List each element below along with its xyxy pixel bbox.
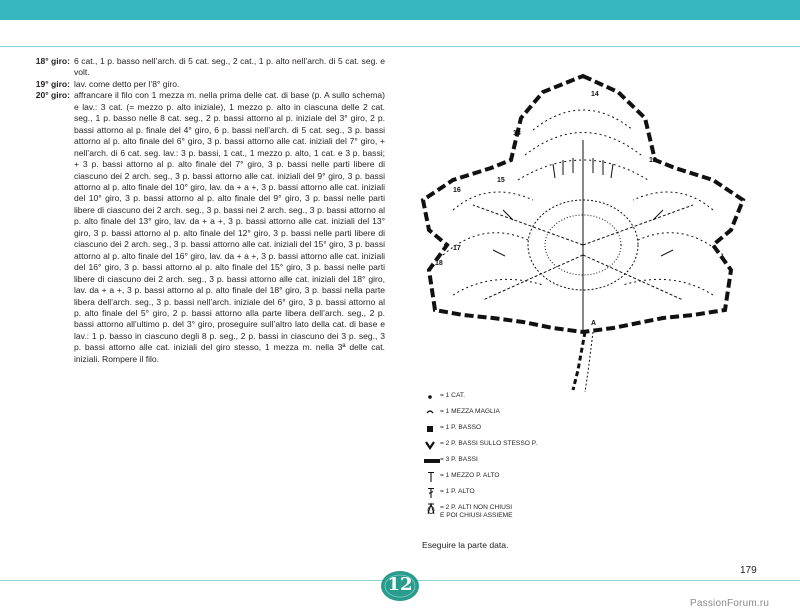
double-crochet-icon [424, 486, 440, 498]
legend-label: = 1 MEZZO P. ALTO [440, 472, 500, 479]
round-label: 19° giro: [35, 78, 70, 89]
diagram-label-15: 15 [497, 177, 505, 184]
legend-label: = 1 MEZZA MAGLIA [440, 408, 500, 415]
two-sc-same-stitch-icon [424, 438, 440, 450]
top-accent-band [0, 0, 800, 20]
stem-edge [585, 332, 593, 392]
legend-item [424, 438, 644, 454]
diagram-label-16: 16 [453, 187, 461, 194]
round-18 [30, 56, 385, 79]
inner-arc-left-3 [453, 279, 543, 295]
legend-label: = 1 P. BASSO [440, 424, 482, 431]
stitch-legend [424, 390, 644, 524]
vein-lower-left [483, 255, 583, 300]
round-text: 6 cat., 1 p. basso nell’arch. di 5 cat. seg., 2 cat., 1 p. alto nell’arch. di 5 cat. seg. e volt. [74, 56, 385, 78]
three-sc-icon [424, 454, 440, 466]
vein-lower-right [583, 255, 683, 300]
diagram-label-18: 18 [435, 260, 443, 267]
legend-item [424, 422, 644, 438]
round-text: lav. come detto per l’8° giro. [74, 78, 180, 89]
instructions-column [30, 56, 385, 365]
watermark: PassionForum.ru [690, 598, 770, 609]
top-divider [0, 46, 800, 47]
legend-label: = 2 P. BASSI SULLO STESSO P. [440, 440, 538, 447]
inner-arc-right-2 [638, 233, 723, 255]
diagram-label-a: A [591, 320, 597, 327]
diagram-label-12: 12 [649, 157, 657, 164]
leaf-crochet-diagram [413, 70, 753, 410]
slip-stitch-icon [424, 406, 440, 418]
legend-item [424, 390, 644, 406]
legend-item [424, 486, 644, 502]
vein-left [473, 205, 583, 245]
chain-dot-icon [424, 390, 440, 402]
legend-label: = 1 CAT. [440, 392, 465, 399]
diagram-note: Eseguire la parte data. [422, 540, 509, 550]
inner-arc-right [633, 192, 713, 210]
inner-arc-top [533, 110, 633, 130]
round-label: 18° giro: [35, 56, 70, 66]
legend-item [424, 454, 644, 470]
dc2tog-icon [424, 502, 440, 514]
legend-label: = 2 P. ALTI NON CHIUSI E POI CHIUSI ASSIEME [440, 504, 513, 519]
round-20 [30, 90, 385, 365]
legend-item [424, 470, 644, 486]
diagram-label-13: 13 [513, 130, 521, 137]
half-double-icon [424, 470, 440, 482]
inner-arc-right-3 [623, 279, 713, 295]
legend-item [424, 406, 644, 422]
chapter-number: 12 [387, 574, 413, 595]
leaf-stem [573, 332, 585, 390]
single-crochet-icon [424, 422, 440, 434]
inner-arc-left [453, 192, 533, 210]
round-19 [30, 79, 385, 90]
page-number: 179 [740, 565, 757, 576]
diagram-label-17: 17 [453, 245, 461, 252]
legend-label: = 1 P. ALTO [440, 488, 475, 495]
legend-item [424, 502, 644, 524]
legend-label: = 3 P. BASSI [440, 456, 478, 463]
round-text: affrancare il filo con 1 mezza m. nella prima delle cat. di base (p. A sullo schema) e lav.: 3 cat. (= mezzo p. alto iniziale), 1 mezzo p. alto in ciascuna delle 2 cat. seg., 1 p. basso nelle 8 cat. seg., 2 p. bassi attorno al p. iniziale del 3° giro, 2 p. bassi attorno al p. finale del 4° giro, 6 p. bassi nell’arch. di 5 cat. seg., 3 p. bassi attorno al p. alto finale del 6° giro, 3 p. bassi attorno alle cat. iniziali del 7° giro, + nell’arch. di 6 cat. seg. lav.: 3 p. bassi, 1 cat., 1 mezzo p. alto, 1 cat. e 3 p. bassi; + 3 p. bassi attorno al p. alto finale del 7° giro, 3 p. bassi nelle parti libere di ciascuno dei 2 arch. seg., 3 p. bassi attorno alle cat. iniziali del 9° giro, 3 p. bassi attorno al p. alto finale del 10° giro, lav. da + a +, 3 p. bassi attorno alle cat. iniziali del 10° giro, 3 p. bassi attorno al p. alto finale del 9° giro, 3 p. bassi nelle parti libere di ciascuno dei 2 arch. seg., 3 p. bassi nei 2 arch. seg., 3 p. bassi attorno al p. alto finale del 13° giro, lav. da + a +, 3 p. bassi attorno alle cat. iniziali del 13° giro, 3 p. bassi attorno al p. alto finale del 12° giro, 3 p. bassi nelle parti libere di ciascuno dei 2 arch. seg., 3 p. bassi attorno alle cat. iniziali del 15° giro, 3 p. bassi attorno al p. alto finale del 16° giro, lav. da + a +, 3 p. bassi attorno alle cat. iniziali del 16° giro, 3 p. bassi attorno al p. alto finale del 15° giro, 3 p. bassi nelle parti libere di ciascuno dei 2 arch. seg., 3 p. bassi attorno alle cat. iniziali del 18° giro, lav. da + a +, 3 p. bassi attorno al p. alto finale del 18° giro, 3 p. bassi nella parte libera dell’arch. seg., 3 p. bassi nell’arch. iniziale del 6° giro, 3 p. bassi attorno al p. alto finale del 5° giro, 2 p. bassi attorno alla parte libera dell’arch. seg., 2 p. bassi attorno all’ultimo p. del 3° giro, proseguire sull’altro lato della cat. di base e lav.: 1 p. basso in ciascuno degli 8 p. seg., 2 p. bassi in ciascuno dei 3 p. seg., 3 p. bassi attorno alle cat. iniziali del giro stesso, 1 mezza m. nella 3ª delle cat. iniziali. Rompere il filo. [74, 90, 385, 364]
round-label: 20° giro: [35, 90, 70, 101]
diagram-label-14: 14 [591, 91, 599, 98]
